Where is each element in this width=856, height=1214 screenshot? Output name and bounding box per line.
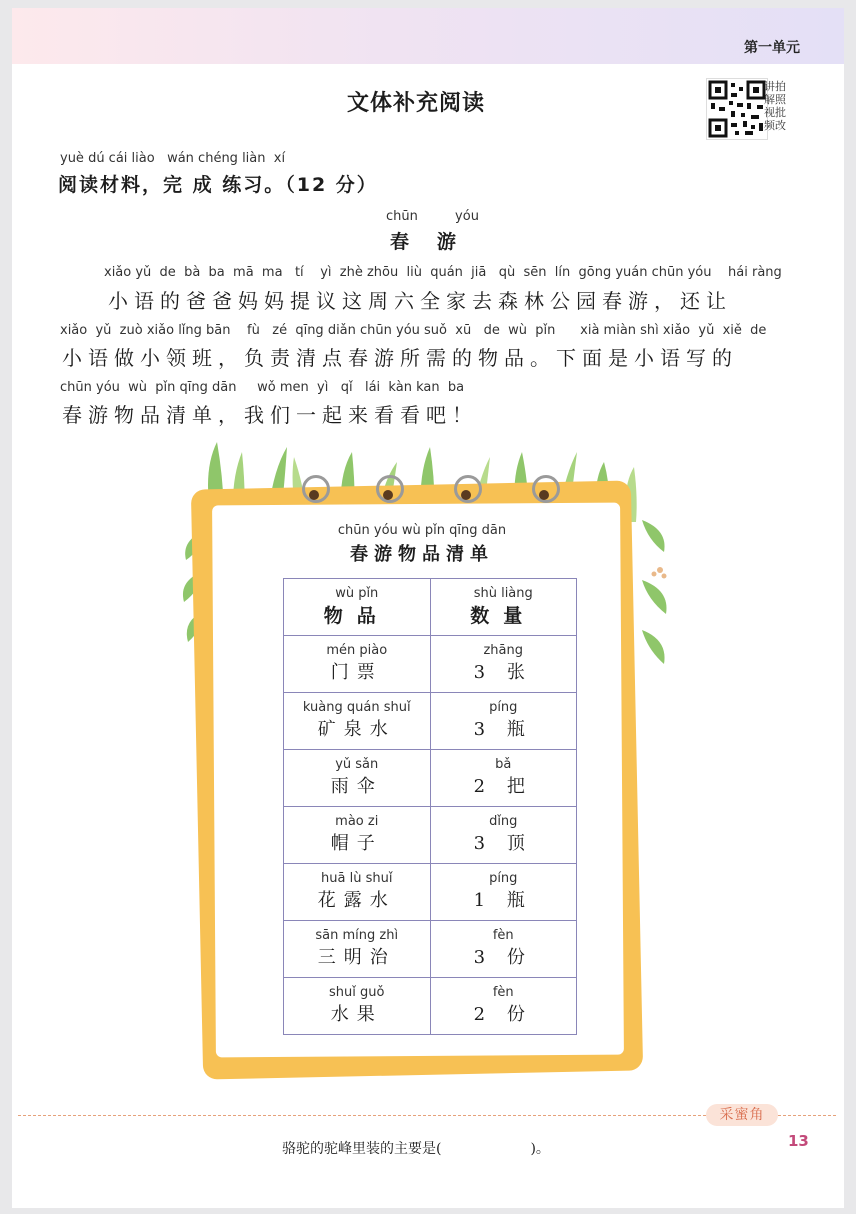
story-line-3: 春游物品清单，我们一起来看看吧！: [62, 403, 478, 427]
instruction-pinyin: yuè dú cái liào wán chéng liàn xí: [60, 151, 286, 166]
table-row: [284, 978, 577, 1035]
table-row: [284, 750, 577, 807]
header-cell-item: wù pǐn 物品: [284, 579, 431, 636]
table-row: [284, 864, 577, 921]
story-line-1-pinyin: xiǎo yǔ de bà ba mā ma tí yì zhè zhōu liù quán jiā qù sēn lín gōng yuán chūn yóu hái ràng: [104, 265, 782, 280]
item-cell: sān míng zhì 三明治: [284, 921, 431, 978]
quantity-cell: fèn 2 份: [430, 978, 577, 1035]
quantity-cell: fèn 3 份: [430, 921, 577, 978]
story-line-2-pinyin: xiǎo yǔ zuò xiǎo lǐng bān fù zé qīng diǎn chūn yóu suǒ xū de wù pǐn xià miàn shì xiǎo yǔ xiě de: [60, 323, 767, 338]
instruction-text: 阅读材料，完 成 练习。（12 分）: [58, 174, 378, 196]
story-title-pinyin: chūn yóu: [386, 209, 479, 224]
item-cell: kuàng quán shuǐ 矿泉水: [284, 693, 431, 750]
quantity-cell: bǎ 2 把: [430, 750, 577, 807]
story-line-3-pinyin: chūn yóu wù pǐn qīng dān wǒ men yì qǐ lái kàn kan ba: [60, 380, 465, 395]
quantity-cell: píng 3 瓶: [430, 693, 577, 750]
corner-tag: 采蜜角: [706, 1104, 778, 1126]
item-cell: shuǐ guǒ 水果: [284, 978, 431, 1035]
item-cell: yǔ sǎn 雨伞: [284, 750, 431, 807]
binder-hole: [309, 490, 319, 500]
header-band: [12, 8, 844, 64]
story-title: 春 游: [390, 231, 458, 253]
story-line-1: 小语的爸爸妈妈提议这周六全家去森林公园春游，还让: [108, 289, 732, 313]
binder-hole: [539, 490, 549, 500]
table-header-row: [284, 579, 577, 636]
checklist-table: [283, 578, 577, 1035]
footer-question: 骆驼的驼峰里装的主要是( )。: [282, 1141, 550, 1157]
quantity-cell: dǐng 3 顶: [430, 807, 577, 864]
item-cell: mào zi 帽子: [284, 807, 431, 864]
item-cell: huā lù shuǐ 花露水: [284, 864, 431, 921]
table-row: [284, 636, 577, 693]
table-row: [284, 921, 577, 978]
table-row: [284, 807, 577, 864]
header-cell-quantity: shù liàng 数量: [430, 579, 577, 636]
checklist-title: 春游物品清单: [350, 544, 494, 565]
page-number: 13: [788, 1132, 809, 1150]
binder-hole: [461, 490, 471, 500]
quantity-cell: píng 1 瓶: [430, 864, 577, 921]
binder-hole: [383, 490, 393, 500]
qr-caption: 讲拍 解照 视批 频改: [764, 80, 786, 132]
checklist-title-pinyin: chūn yóu wù pǐn qīng dān: [337, 523, 507, 538]
item-cell: mén piào 门票: [284, 636, 431, 693]
page-title: 文体补充阅读: [346, 91, 485, 116]
story-line-2: 小语做小领班，负责清点春游所需的物品。下面是小语写的: [62, 346, 738, 370]
quantity-cell: zhāng 3 张: [430, 636, 577, 693]
table-row: [284, 693, 577, 750]
unit-label: 第一单元: [744, 40, 800, 56]
qr-code[interactable]: [706, 78, 768, 140]
